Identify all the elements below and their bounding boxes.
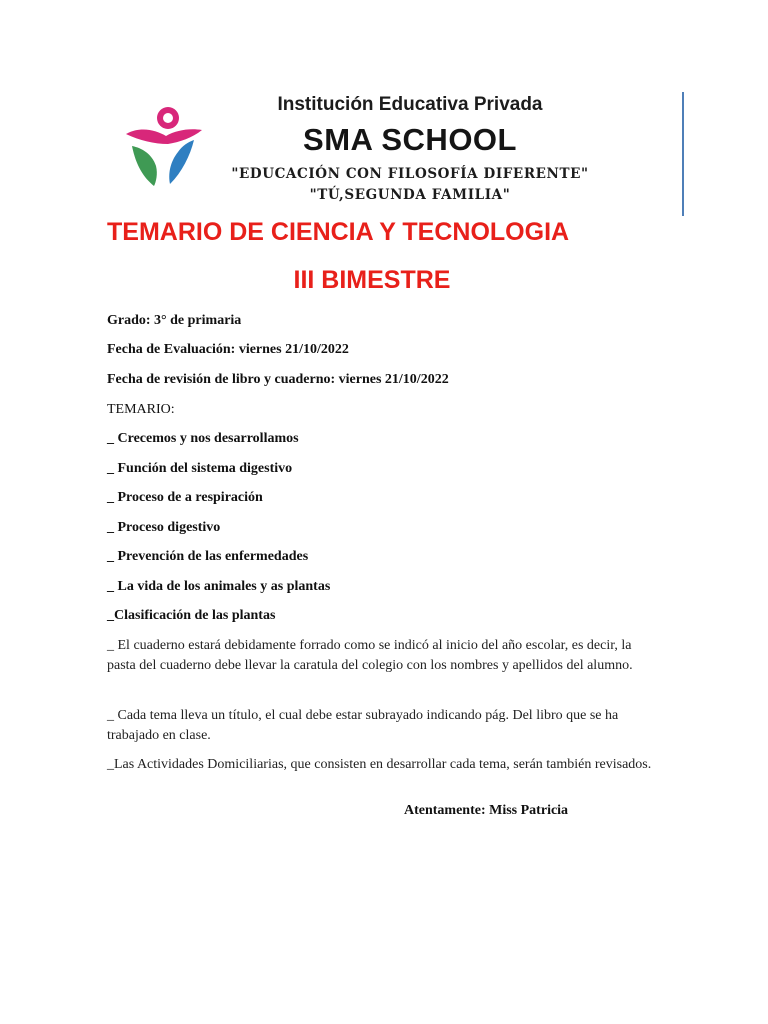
header-divider (682, 92, 684, 216)
note-paragraph: _ El cuaderno estará debidamente forrado como se indicó al inicio del año escolar, es decir, la pasta del cuaderno debe llevar la caratula del colegio con los nombres y apellidos del alumno. (107, 638, 633, 673)
temario-label: TEMARIO: (107, 402, 175, 417)
note-paragraph: _Las Actividades Domiciliarias, que consisten en desarrollar cada tema, serán también revisados. (107, 757, 652, 772)
signature-line: Atentamente: Miss Patricia (404, 803, 569, 818)
document-title: TEMARIO DE CIENCIA Y TECNOLOGIA (107, 218, 570, 246)
school-name: SMA SCHOOL (303, 122, 517, 157)
institution-label: Institución Educativa Privada (277, 94, 543, 115)
topic-item: _ Proceso de a respiración (107, 490, 263, 505)
topic-item: _ Crecemos y nos desarrollamos (107, 431, 299, 446)
topic-item: _ Prevención de las enfermedades (107, 549, 309, 564)
grade-line: Grado: 3° de primaria (107, 313, 242, 328)
evaluation-date-line: Fecha de Evaluación: viernes 21/10/2022 (107, 342, 349, 357)
note-paragraph: _ Cada tema lleva un título, el cual debe estar subrayado indicando pág. Del libro que se ha trabajado en clase. (107, 708, 619, 743)
review-date-line: Fecha de revisión de libro y cuaderno: viernes 21/10/2022 (107, 372, 449, 387)
topic-item: _Clasificación de las plantas (107, 608, 276, 623)
document-subtitle: III BIMESTRE (293, 266, 451, 294)
document-header (0, 0, 768, 230)
topic-item: _ La vida de los animales y as plantas (107, 579, 331, 594)
topic-item: _ Función del sistema digestivo (107, 461, 293, 476)
motto-line-2: "TÚ,SEGUNDA FAMILIA" (309, 187, 511, 203)
topic-item: _ Proceso digestivo (107, 520, 221, 535)
motto-line-1: "EDUCACIÓN CON FILOSOFÍA DIFERENTE" (231, 166, 589, 182)
